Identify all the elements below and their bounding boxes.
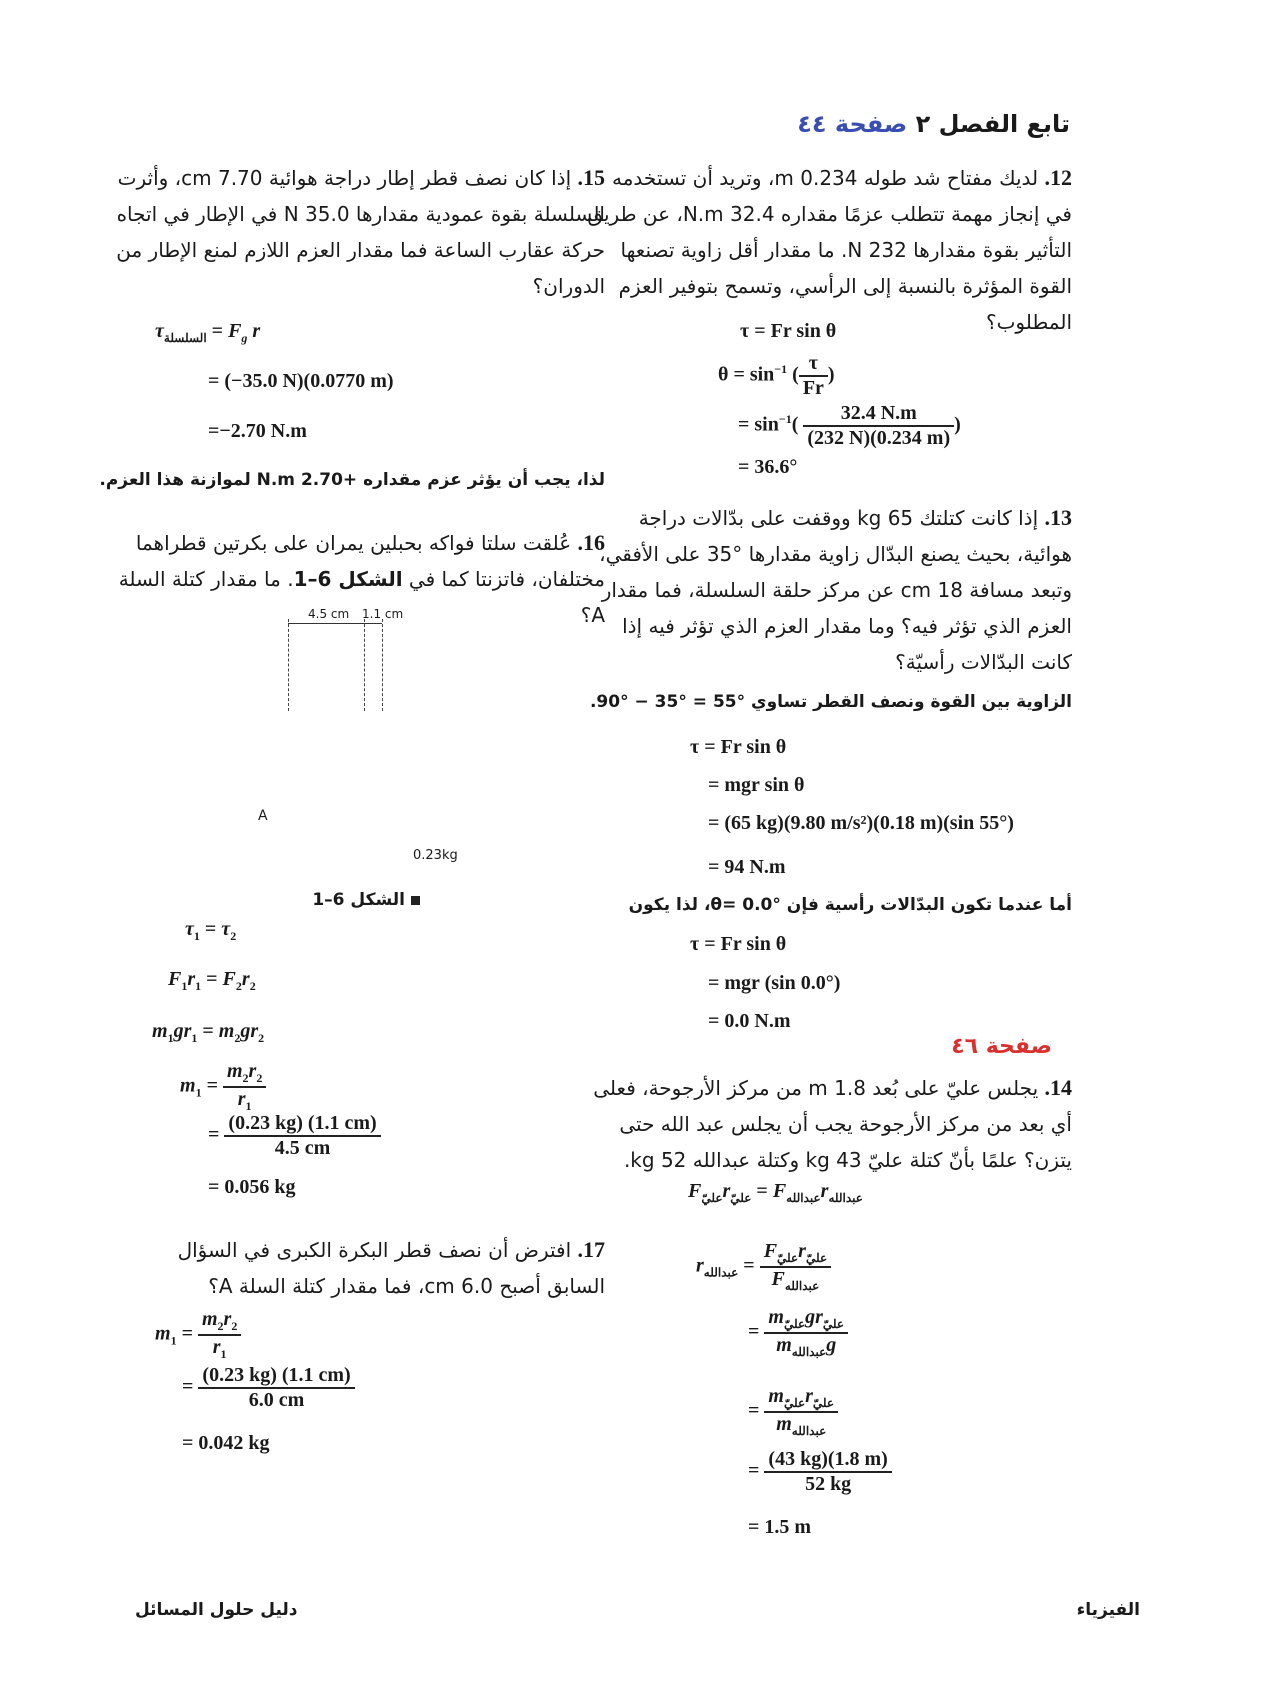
equation: = mgr (sin 0.0°): [708, 972, 841, 994]
solution-note: لذا، يجب أن يؤثر عزم مقداره +2.70 N.m لموازنة هذا العزم.: [99, 470, 605, 490]
solution-note: الزاوية بين القوة ونصف القطر تساوي °55 = °35 − °90.: [589, 692, 1072, 712]
equation: = $\frac{m_{عليّ}r_{عليّ}}{m_{عبدالله}}$: [748, 1385, 838, 1439]
dimension-label-small: 1.1 cm: [362, 607, 404, 621]
equation: $\theta = \sin^{-1}$ ( $\frac{\tau}{Fr}$ ): [718, 352, 835, 399]
figure-6-1: [270, 605, 430, 715]
equation: = $\frac{(43 kg)(1.8 m)}{52 kg}$: [748, 1448, 892, 1496]
equation: = 94 N.m: [708, 856, 786, 878]
equation: = mgr sin θ: [708, 774, 805, 796]
equation: $r_{عبدالله}$ = $\frac{F_{عليّ}r_{عليّ}}{F_{عبدالله}}$: [696, 1240, 831, 1294]
question-15: [115, 160, 605, 304]
question-13: [577, 500, 1072, 680]
page-reference: صفحة ٤٦: [951, 1034, 1052, 1059]
figure-reference: الشكل 6–1: [293, 567, 403, 591]
equation: = $\frac{m_{عليّ}gr_{عليّ}}{m_{عبدالله}g}$: [748, 1306, 848, 1360]
equation: =−2.70 N.m: [208, 420, 307, 442]
equation: = 36.6°: [738, 456, 798, 478]
basket-a-label: A: [258, 808, 268, 824]
question-text: لديك مفتاح شد طوله 0.234 m، وتريد أن تستخدمه في إنجاز مهمة تتطلب عزمًا مقداره 32.4 N.m، عن طريق التأثير بقوة مقدارها 232 N. ما مقدار أقل زاوية تصنعها القوة المؤثرة بالنسبة إلى الرأسي، وتسمح بتوفير العزم المطلوب؟: [587, 166, 1072, 334]
caption-bullet: [411, 896, 420, 905]
dimension-label-large: 4.5 cm: [308, 607, 350, 621]
dimension-line: [364, 623, 382, 624]
chapter-title: تابع الفصل ٢: [915, 110, 1070, 138]
equation: = $\frac{(0.23 kg) (1.1 cm)}{4.5 cm}$: [208, 1112, 381, 1160]
equation: = (−35.0 N)(0.0770 m): [208, 370, 394, 392]
question-text: عُلقت سلتا فواكه بحبلين يمران على بكرتين قطراهما مختلفان، فاتزنتا كما في: [135, 531, 605, 591]
equation: = $\frac{(0.23 kg) (1.1 cm)}{6.0 cm}$: [182, 1364, 355, 1412]
equation: τ = Fr sin θ: [690, 736, 787, 758]
rope-line: [364, 619, 365, 711]
question-text: يجلس عليّ على بُعد 1.8 m من مركز الأرجوحة، فعلى أي بعد من مركز الأرجوحة يجب أن يجلس عبد الله حتى يتزن؟ علمًا بأنّ كتلة عليّ 43 kg وكتلة عبدالله 52 kg.: [593, 1076, 1072, 1172]
equation: $m_1$ = $\frac{m_2r_2}{r_1}$: [155, 1308, 241, 1362]
question-number: 17.: [577, 1237, 605, 1262]
solution-note: أما عندما تكون البدّالات رأسية فإن °0.0 =θ، لذا يكون: [628, 895, 1072, 915]
equation: $F_{عليّ}r_{عليّ} = F_{عبدالله}r_{عبدالله}$: [688, 1180, 863, 1205]
equation: $\tau_1 = \tau_2$: [185, 918, 237, 943]
equation: $m_1gr_1 = m_2gr_2$: [152, 1020, 265, 1045]
figure-caption: الشكل 6–1: [300, 890, 420, 910]
question-12: [577, 160, 1072, 340]
equation: τ = Fr sin θ: [690, 933, 787, 955]
question-17: [115, 1232, 605, 1304]
footer-guide-title: دليل حلول المسائل: [135, 1600, 298, 1620]
equation: = 0.056 kg: [208, 1176, 296, 1198]
question-text: افترض أن نصف قطر البكرة الكبرى في السؤال السابق أصبح 6.0 cm، فما مقدار كتلة السلة A؟: [177, 1238, 605, 1298]
equation: = $\sin^{-1}$( $\frac{32.4 N.m}{(232 N)(0.234 m)}$ ): [738, 402, 961, 449]
mass-label: 0.23kg: [413, 848, 458, 863]
question-number: 12.: [1044, 165, 1072, 190]
question-number: 13.: [1044, 505, 1072, 530]
question-number: 16.: [577, 530, 605, 555]
equation: τ = Fr sin θ: [740, 320, 837, 342]
chapter-header: [570, 110, 1070, 138]
dimension-line: [288, 623, 364, 624]
question-text: إذا كان نصف قطر إطار دراجة هوائية 7.70 cm، وأثرت السلسلة بقوة عمودية مقدارها 35.0 N في الإطار في اتجاه حركة عقارب الساعة فما مقدار العزم اللازم لمنع الإطار من الدوران؟: [116, 166, 605, 298]
equation: $\tau_{السلسلة} = F_g$ r: [155, 320, 261, 345]
page-reference: صفحة ٤٤: [797, 110, 908, 138]
question-number: 15.: [577, 165, 605, 190]
equation: = (65 kg)(9.80 m/s²)(0.18 m)(sin 55°): [708, 812, 1014, 834]
question-text: إذا كانت كتلتك 65 kg ووقفت على بدّالات دراجة هوائية، بحيث يصنع البدّال زاوية مقدارها °35 على الأفقي، وتبعد مسافة 18 cm عن مركز حلقة السلسلة، فما مقدار العزم الذي تؤثر فيه؟ وما مقدار العزم الذي تؤثر فيه إذا كانت البدّالات رأسيّة؟: [599, 506, 1072, 674]
question-16: 16. عُلقت سلتا فواكه بحبلين يمران على بكرتين قطراهما مختلفان، فاتزنتا كما في الشكل 6–1. ما مقدار كتلة السلة A؟: [118, 530, 605, 627]
equation: $m_1$ = $\frac{m_2r_2}{r_1}$: [180, 1060, 266, 1114]
equation: = 0.0 N.m: [708, 1010, 791, 1032]
equation: = 1.5 m: [748, 1516, 812, 1538]
rope-line: [288, 619, 289, 711]
rope-line: [382, 619, 383, 711]
equation: $F_1r_1 = F_2r_2$: [168, 968, 256, 993]
question-14: [580, 1070, 1072, 1178]
equation: = 0.042 kg: [182, 1432, 270, 1454]
footer-book-title: الفيزياء: [1076, 1600, 1140, 1620]
question-number: 14.: [1044, 1075, 1072, 1100]
